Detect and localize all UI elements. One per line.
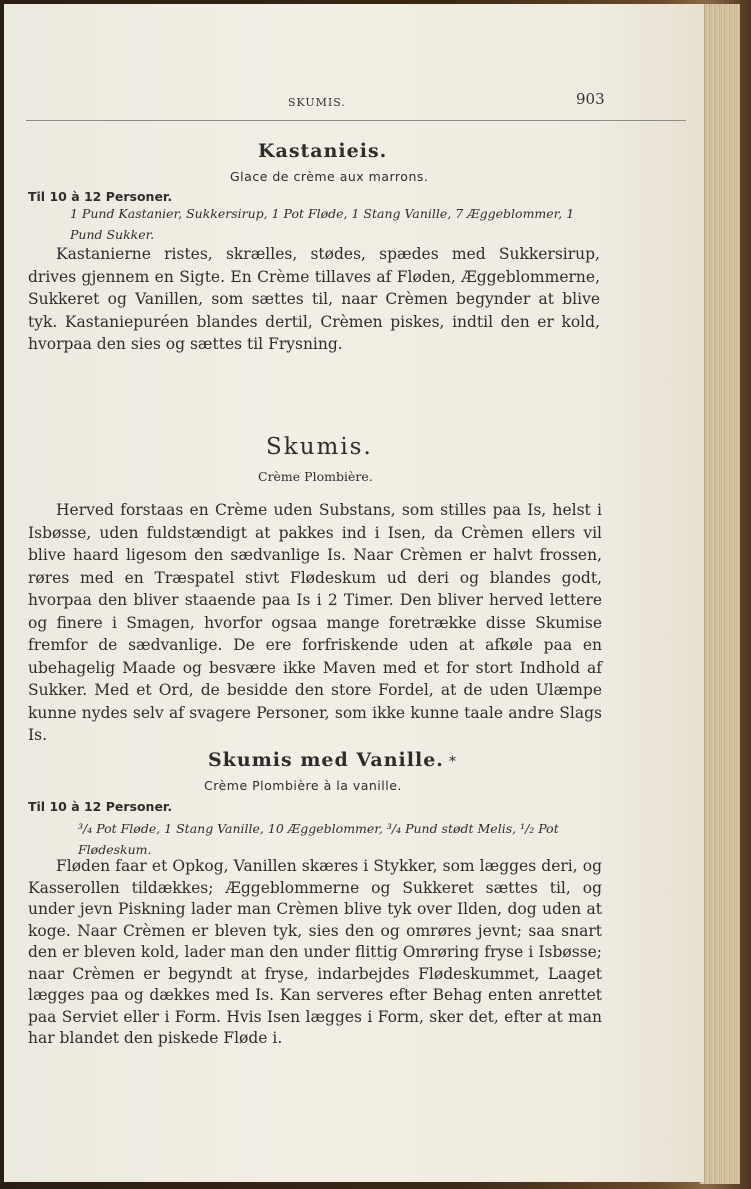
running-header	[4, 90, 704, 114]
page-edges	[700, 4, 740, 1184]
servings-vanille: Til 10 à 12 Personer.	[28, 799, 173, 814]
body-vanille: Fløden faar et Opkog, Vanillen skæres i Stykker, som lægges deri, og Kasserollen tildækkes; Æggeblommerne og Sukkeret sættes til, og under jevn Piskning lader man Crèmen blive tyk over Ilden, dog uden at koge. Naar Crèmen er bleven tyk, sies den og omrøres jevnt; saa snart den er bleven kold, lader man den under flittig Omrøring fryse i Isbøsse; naar Crèmen er begyndt at fryse, indarbejdes Flødeskummet, Laaget lægges paa og dækkes med Is. Kan serveres efter Behag enten anrettet paa Serviet eller i Form. Hvis Isen lægges i Form, sker det, efter at man har blandet den piskede Fløde i.	[28, 857, 602, 1047]
body-kastanieis: Kastanierne ristes, skrælles, stødes, spædes med Sukkersirup, drives gjennem en Sigte. En Crème tillaves af Fløden, Æggeblommerne, Sukkeret og Vanillen, som sættes til, naar Crèmen begynder at blive tyk. Kastaniepuréen blandes dertil, Crèmen piskes, indtil den er kold, hvorpaa den sies og sættes til Frysning.	[28, 245, 600, 353]
ingredients-vanille: ³/₄ Pot Fløde, 1 Stang Vanille, 10 Æggeblommer, ³/₄ Pund stødt Melis, ¹/₂ Pot Flødeskum.	[78, 821, 559, 857]
body-skumis: Herved forstaas en Crème uden Substans, som stilles paa Is, helst i Isbøsse, uden fuldstændigt at pakkes ind i Isen, da Crèmen ellers vil blive haard ligesom den sædvanlige Is. Naar Crèmen er halvt frossen, røres med en Træspatel stivt Flødeskum ud deri og blandes godt, hvorpaa den bliver staaende paa Is i 2 Timer. Den bliver herved lettere og finere i Smagen, hvorfor ogsaa mange foretrække disse Skumise fremfor de sædvanlige. De ere forfriskende uden at afkøle paa en ubehagelig Maade og besvære ikke Maven med et for stort Indhold af Sukker. Med et Ord, de besidde den store Fordel, at de uden Ulæmpe kunne nydes selv af svagere Personer, som ikke kunne taale andre Slags Is.	[28, 501, 602, 744]
recipe-subtitle-kastanieis: Glace de crème aux marrons.	[230, 169, 429, 184]
recipe-title-vanille: Skumis med Vanille.	[208, 749, 444, 771]
recipe-mark: *	[449, 754, 456, 770]
recipe-title-row-vanille	[208, 749, 456, 771]
section-subtitle-skumis: Crème Plombière.	[258, 469, 373, 484]
book-page	[4, 4, 705, 1182]
recipe-subtitle-vanille: Crème Plombière à la vanille.	[204, 778, 402, 793]
header-rule	[26, 120, 686, 121]
recipe-title-kastanieis: Kastanieis.	[258, 140, 388, 162]
ingredients-kastanieis: 1 Pund Kastanier, Sukkersirup, 1 Pot Fløde, 1 Stang Vanille, 7 Æggeblommer, 1 Pund Sukker.	[70, 206, 575, 242]
servings-kastanieis: Til 10 à 12 Personer.	[28, 189, 173, 204]
running-title: SKUMIS.	[288, 96, 346, 109]
section-title-skumis: Skumis.	[266, 434, 373, 460]
page-number: 903	[576, 90, 605, 108]
